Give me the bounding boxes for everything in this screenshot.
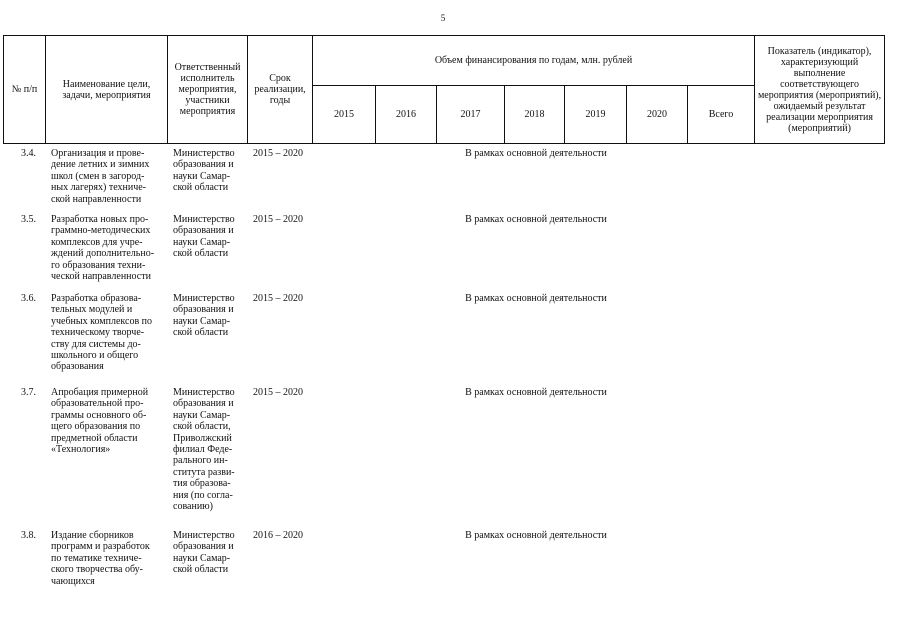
row-name-line: предметной области: [51, 432, 138, 444]
row-name: [51, 293, 167, 373]
row-name-line: ждений дополнительно-: [51, 248, 155, 260]
row-name-line: дение летних и зимних: [51, 159, 150, 171]
row-name-line: учебных комплексов по: [51, 315, 153, 327]
row-name-line: ческой направленности: [51, 271, 151, 283]
row-executor-line: образования и: [173, 304, 234, 316]
row-name-line: граммы основного об-: [51, 409, 147, 421]
row-executor-line: науки Самар-: [173, 170, 231, 182]
row-executor-line: Министерство: [173, 214, 235, 225]
row-term: 2015 – 2020: [253, 148, 303, 159]
row-name-line: ных лагерях) техниче-: [51, 182, 147, 194]
row-name-line: граммно-методических: [51, 225, 151, 237]
row-executor: [173, 530, 249, 576]
row-financing: В рамках основной деятельности: [465, 387, 607, 398]
row-executor-line: Приволжский: [173, 432, 232, 444]
row-name-line: Разработка новых про-: [51, 214, 149, 225]
row-executor: [173, 387, 249, 512]
row-name-line: школьного и общего: [51, 350, 139, 362]
row-name-line: комплексов для учре-: [51, 236, 143, 248]
row-name: [51, 387, 167, 455]
row-name-line: техническому творче-: [51, 327, 145, 339]
row-executor-line: науки Самар-: [173, 409, 231, 421]
header-total: Всего: [688, 86, 755, 144]
row-number: 3.4.: [21, 148, 36, 159]
header-year-2019: 2019: [565, 86, 627, 144]
header-year-2017: 2017: [437, 86, 505, 144]
table-row: [3, 530, 884, 594]
row-executor-line: науки Самар-: [173, 236, 231, 248]
row-name: [51, 214, 167, 282]
row-name-line: ского творчества обу-: [51, 564, 144, 576]
row-financing: В рамках основной деятельности: [465, 293, 607, 304]
row-term: 2015 – 2020: [253, 214, 303, 225]
row-name-line: го образования техни-: [51, 259, 146, 271]
row-name: [51, 530, 167, 587]
header-year-2015: 2015: [313, 86, 376, 144]
row-name-line: программ и разработок: [51, 541, 150, 553]
header-financing: Объем финансирования по годам, млн. рублей: [313, 36, 755, 86]
row-name-line: щего образования по: [51, 421, 141, 433]
row-executor-line: Министерство: [173, 387, 235, 398]
row-name-line: Издание сборников: [51, 530, 134, 541]
header-year-2020: 2020: [627, 86, 688, 144]
row-executor-line: образования и: [173, 225, 234, 237]
header-executor: Ответственный исполнитель мероприятия, участники мероприятия: [168, 36, 248, 144]
header-year-2018: 2018: [505, 86, 565, 144]
row-executor-line: образования и: [173, 398, 234, 410]
table-row: [3, 387, 884, 530]
row-name-line: образования: [51, 361, 104, 373]
row-executor-line: науки Самар-: [173, 315, 231, 327]
row-financing: В рамках основной деятельности: [465, 214, 607, 225]
row-financing: В рамках основной деятельности: [465, 530, 607, 541]
row-executor-line: ской области: [173, 248, 229, 260]
row-name-line: ству для системы до-: [51, 338, 141, 350]
row-name-line: школ (смен в загород-: [51, 170, 145, 182]
header-name: Наименование цели, задачи, мероприятия: [46, 36, 168, 144]
table-row: [3, 214, 884, 293]
row-term: 2015 – 2020: [253, 387, 303, 398]
row-executor-line: ской области: [173, 564, 229, 576]
header-indicator: Показатель (индикатор), характеризующий выполнение соответствующего мероприятия (мероприятий), ожидаемый результат реализации мероприятия (мероприятий): [755, 36, 885, 144]
row-executor-line: ния (по согла-: [173, 489, 233, 501]
row-executor-line: ской области: [173, 327, 229, 339]
row-name-line: «Технология»: [51, 444, 111, 456]
row-name: [51, 148, 167, 205]
header-year-2016: 2016: [376, 86, 437, 144]
row-executor-line: рального ин-: [173, 455, 228, 467]
row-name-line: Организация и прове-: [51, 148, 145, 159]
header-term: Срок реализации, годы: [248, 36, 313, 144]
row-executor-line: Министерство: [173, 148, 235, 159]
row-name-line: образовательной про-: [51, 398, 144, 410]
row-executor: [173, 293, 249, 339]
row-term: 2016 – 2020: [253, 530, 303, 541]
row-term: 2015 – 2020: [253, 293, 303, 304]
row-executor-line: сованию): [173, 501, 213, 513]
table-header: [3, 35, 885, 144]
row-number: 3.5.: [21, 214, 36, 225]
row-executor-line: науки Самар-: [173, 552, 231, 564]
table-body: [3, 148, 884, 594]
row-executor-line: Министерство: [173, 530, 235, 541]
table-row: [3, 148, 884, 214]
row-name-line: по тематике техниче-: [51, 552, 142, 564]
row-executor-line: ститута разви-: [173, 466, 235, 478]
row-executor-line: образования и: [173, 541, 234, 553]
row-financing: В рамках основной деятельности: [465, 148, 607, 159]
row-number: 3.7.: [21, 387, 36, 398]
row-number: 3.6.: [21, 293, 36, 304]
row-name-line: Разработка образова-: [51, 293, 142, 304]
row-name-line: ской направленности: [51, 193, 142, 205]
row-number: 3.8.: [21, 530, 36, 541]
row-executor-line: филиал Феде-: [173, 444, 233, 456]
row-executor-line: тия образова-: [173, 478, 231, 490]
row-executor-line: образования и: [173, 159, 234, 171]
table-row: [3, 293, 884, 387]
row-executor-line: ской области,: [173, 421, 231, 433]
row-executor: [173, 214, 249, 260]
row-executor-line: Министерство: [173, 293, 235, 304]
row-name-line: тельных модулей и: [51, 304, 133, 316]
row-executor: [173, 148, 249, 194]
row-executor-line: ской области: [173, 182, 229, 194]
row-name-line: чающихся: [51, 575, 95, 587]
header-num: № п/п: [4, 36, 46, 144]
page-number: 5: [440, 13, 446, 23]
row-name-line: Апробация примерной: [51, 387, 149, 398]
